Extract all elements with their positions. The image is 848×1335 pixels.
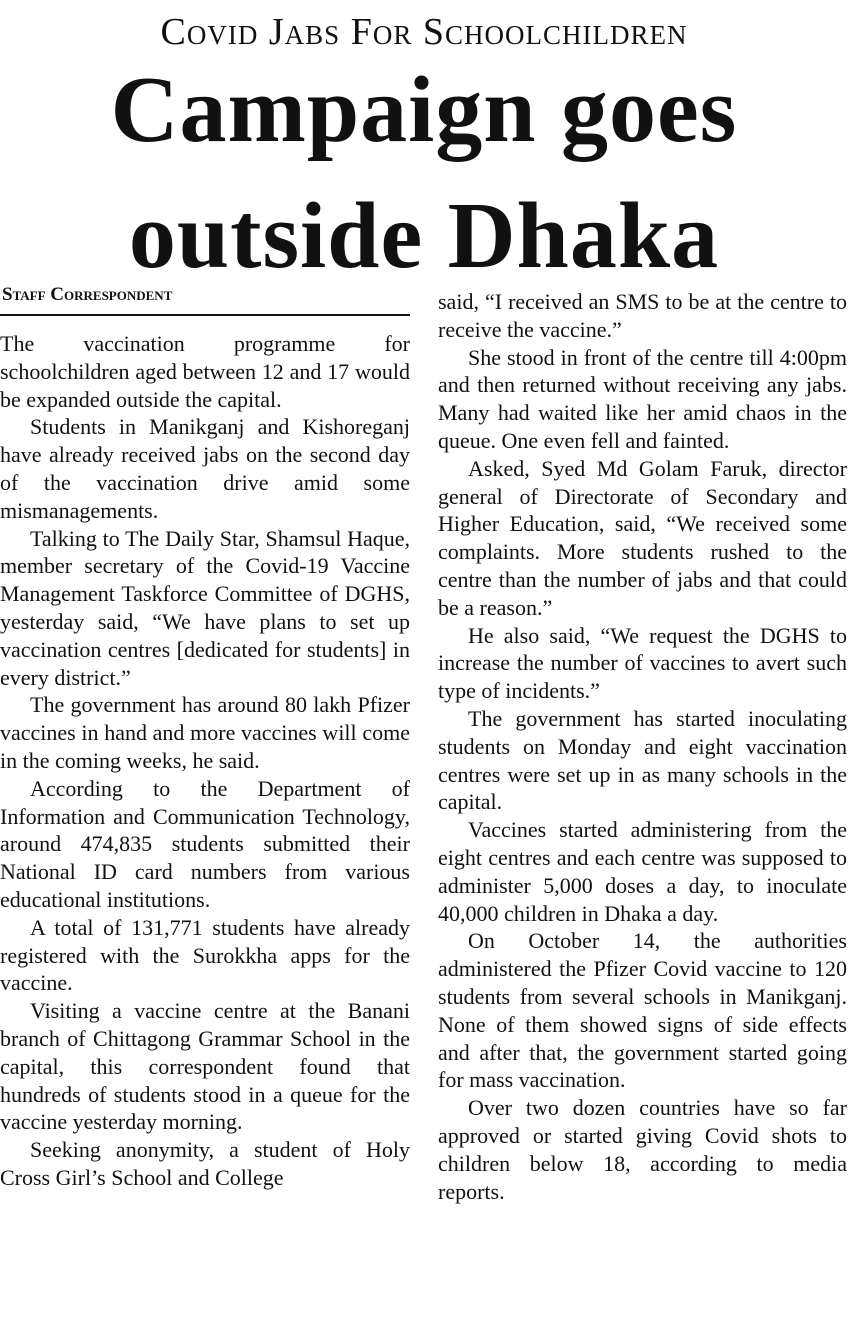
paragraph: A total of 131,771 students have already registered with the Surokkha apps for the vaccine.: [0, 914, 410, 996]
paragraph: The government has started inoculating students on Monday and eight vaccination centres were set up in as many schools in the capital.: [438, 705, 847, 815]
paragraph: Seeking anonymity, a student of Holy Cross Girl’s School and College: [0, 1137, 410, 1190]
paragraph: said, “I received an SMS to be at the centre to receive the vaccine.”: [438, 289, 847, 342]
paragraph: He also said, “We request the DGHS to increase the number of vaccines to avert such type of incidents.”: [438, 622, 847, 704]
paragraph: According to the Department of Information and Communication Technology, around 474,835 students submitted their National ID card numbers from various educational institutions.: [0, 775, 410, 912]
byline-rule: [0, 314, 410, 316]
right-column: [438, 288, 847, 1205]
paragraph: Asked, Syed Md Golam Faruk, director general of Directorate of Secondary and Higher Education, said, “We received some complaints. More students rushed to the centre than the number of jabs and that could be a reason.”: [438, 455, 847, 620]
paragraph: On October 14, the authorities administered the Pfizer Covid vaccine to 120 students from several schools in Manikganj. None of them showed signs of side effects and after that, the government started going for mass vaccination.: [438, 928, 847, 1093]
paragraph: Over two dozen countries have so far approved or started giving Covid shots to children below 18, according to media reports.: [438, 1095, 847, 1204]
paragraph: The government has around 80 lakh Pfizer vaccines in hand and more vaccines will come in the coming weeks, he said.: [0, 692, 410, 773]
paragraph: Visiting a vaccine centre at the Banani branch of Chittagong Grammar School in the capital, this correspondent found that hundreds of students stood in a queue for the vaccine yesterday morning.: [0, 998, 410, 1135]
left-column: [0, 330, 410, 1192]
paragraph: She stood in front of the centre till 4:00pm and then returned without receiving any jabs. Many had waited like her amid chaos in the queue. One even fell and fainted.: [438, 344, 847, 453]
headline-line-2: outside Dhaka: [128, 184, 720, 288]
byline: Staff Correspondent: [2, 284, 173, 305]
paragraph: Talking to The Daily Star, Shamsul Haque, member secretary of the Covid-19 Vaccine Management Taskforce Committee of DGHS, yesterday said, “We have plans to set up vaccination centres [dedicated for students] in every district.”: [0, 525, 410, 690]
paragraph: Students in Manikganj and Kishoreganj have already received jabs on the second day of the vaccination drive amid some mismanagements.: [0, 414, 410, 523]
paragraph: The vaccination programme for schoolchildren aged between 12 and 17 would be expanded outside the capital.: [0, 331, 410, 412]
headline-line-1: Campaign goes: [110, 58, 738, 162]
article-kicker: Covid Jabs For Schoolchildren: [160, 11, 688, 53]
paragraph: Vaccines started administering from the eight centres and each centre was supposed to administer 5,000 doses a day, to inoculate 40,000 children in Dhaka a day.: [438, 817, 847, 926]
